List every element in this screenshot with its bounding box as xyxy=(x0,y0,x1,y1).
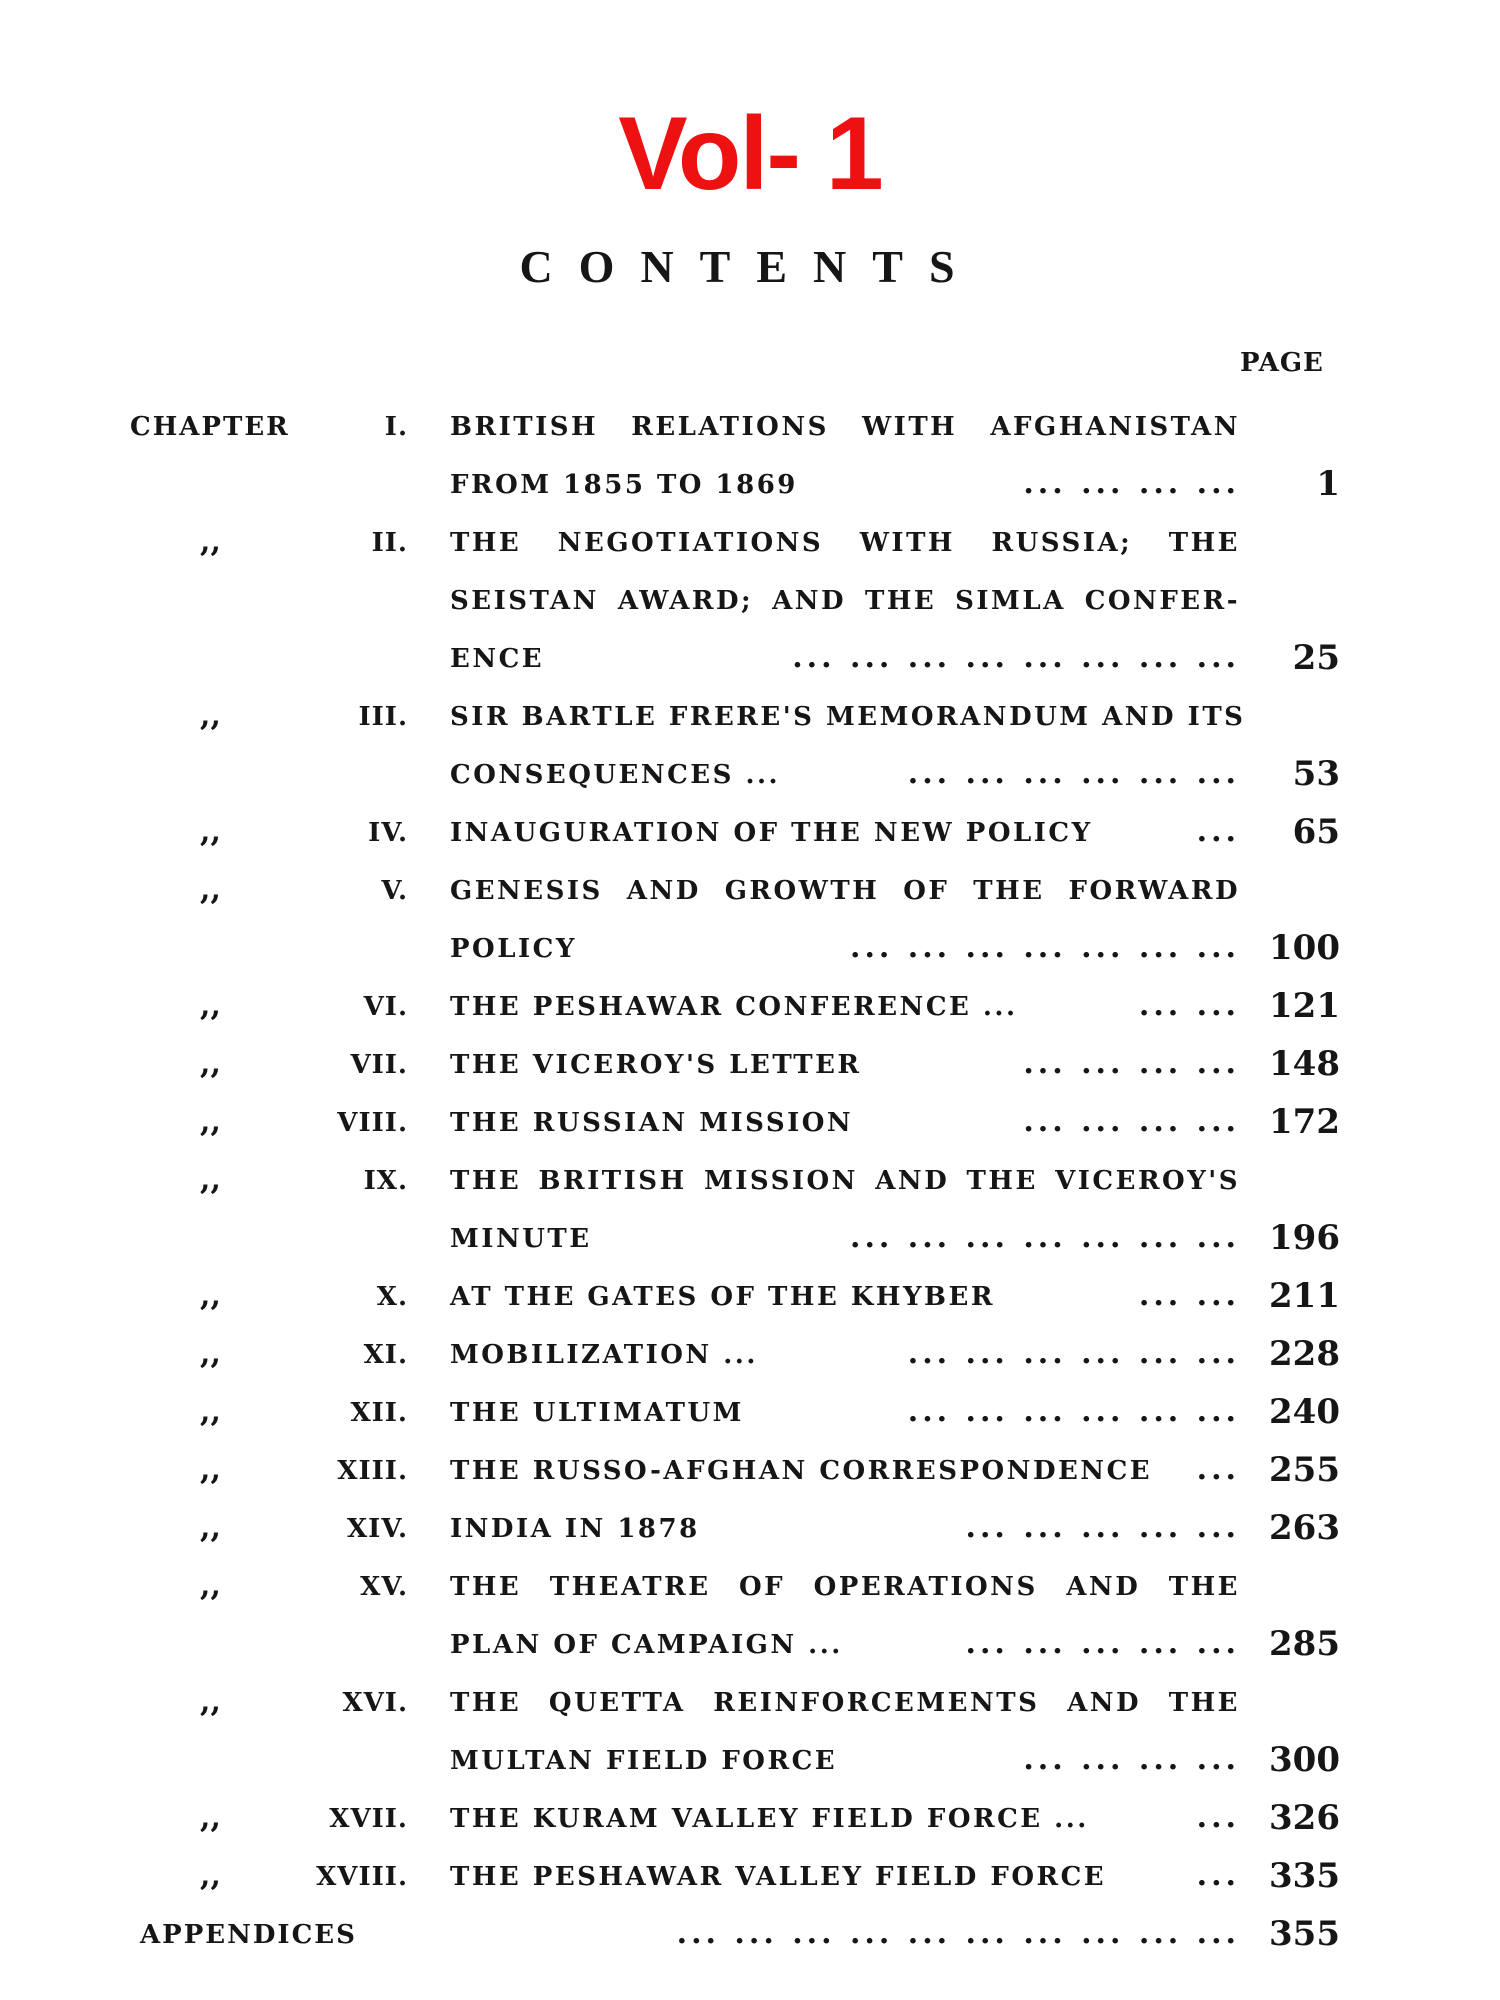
toc-entry xyxy=(0,1386,1500,1444)
page-number: 255 xyxy=(1269,1450,1340,1490)
chapter-number: I. xyxy=(384,412,408,442)
toc-entry xyxy=(0,1676,1500,1734)
leader-dots: ... xyxy=(1196,1452,1240,1487)
chapter-title-line: MOBILIZATION ... xyxy=(450,1340,758,1370)
toc-entry xyxy=(0,806,1500,864)
chapter-number: X. xyxy=(376,1282,408,1312)
chapter-number: XIV. xyxy=(346,1514,408,1544)
chapter-number: IV. xyxy=(368,818,408,848)
page-number: 285 xyxy=(1269,1624,1340,1664)
ditto-mark: ,, xyxy=(200,872,221,907)
page-number: 300 xyxy=(1269,1740,1340,1780)
leader-dots: ... ... ... ... ... ... xyxy=(907,756,1240,791)
page-column-header: PAGE xyxy=(1240,348,1324,378)
chapter-title-line: THE BRITISH MISSION AND THE VICEROY'S xyxy=(450,1166,1240,1196)
chapter-title-line: AT THE GATES OF THE KHYBER xyxy=(450,1282,995,1312)
ditto-mark: ,, xyxy=(200,1684,221,1719)
toc-entry xyxy=(0,690,1500,748)
chapter-title-line: POLICY xyxy=(450,934,577,964)
ditto-mark: ,, xyxy=(200,988,221,1023)
ditto-mark: ,, xyxy=(200,1800,221,1835)
chapter-title-line: THE RUSSIAN MISSION xyxy=(450,1108,854,1138)
page-number: 25 xyxy=(1292,638,1340,678)
chapter-title-line: THE RUSSO-AFGHAN CORRESPONDENCE xyxy=(450,1456,1153,1486)
chapter-number: III. xyxy=(358,702,408,732)
ditto-mark: ,, xyxy=(200,1336,221,1371)
toc-entry-continuation xyxy=(0,748,1500,806)
chapter-number: XVII. xyxy=(329,1804,408,1834)
ditto-mark: ,, xyxy=(200,1046,221,1081)
page-number: 196 xyxy=(1269,1218,1340,1258)
toc-entry-continuation xyxy=(0,1734,1500,1792)
chapter-number: II. xyxy=(371,528,408,558)
toc-entry xyxy=(0,1792,1500,1850)
chapter-title-line: MINUTE xyxy=(450,1224,592,1254)
page-number: 240 xyxy=(1269,1392,1340,1432)
toc-entry-continuation xyxy=(0,922,1500,980)
chapter-number: XII. xyxy=(350,1398,408,1428)
chapter-number: XVI. xyxy=(342,1688,408,1718)
chapter-title-line: INAUGURATION OF THE NEW POLICY xyxy=(450,818,1093,848)
chapter-number: XI. xyxy=(363,1340,408,1370)
leader-dots: ... xyxy=(1196,1800,1240,1835)
ditto-mark: ,, xyxy=(200,1104,221,1139)
toc-entry-continuation xyxy=(0,1618,1500,1676)
ditto-mark: ,, xyxy=(200,1162,221,1197)
leader-dots: ... ... ... ... xyxy=(1023,1046,1240,1081)
chapter-number: VI. xyxy=(363,992,408,1022)
leader-dots: ... ... ... ... xyxy=(1023,1104,1240,1139)
chapter-number: XIII. xyxy=(337,1456,408,1486)
chapter-number: XVIII. xyxy=(316,1862,408,1892)
toc-entry xyxy=(0,1502,1500,1560)
page-number: 100 xyxy=(1269,928,1340,968)
toc-entry xyxy=(0,980,1500,1038)
chapter-title-line: THE QUETTA REINFORCEMENTS AND THE xyxy=(450,1688,1240,1718)
chapter-number: VIII. xyxy=(337,1108,408,1138)
chapter-title-line: MULTAN FIELD FORCE xyxy=(450,1746,838,1776)
page-number: 121 xyxy=(1269,986,1340,1026)
chapter-title-line: CONSEQUENCES ... xyxy=(450,760,781,790)
leader-dots: ... ... ... ... xyxy=(1023,1742,1240,1777)
chapter-title-line: THE PESHAWAR CONFERENCE ... xyxy=(450,992,1018,1022)
page-number: 335 xyxy=(1269,1856,1340,1896)
page-number: 211 xyxy=(1269,1276,1340,1316)
chapter-title-line: FROM 1855 TO 1869 xyxy=(450,470,798,500)
ditto-mark: ,, xyxy=(200,1394,221,1429)
page-number: 228 xyxy=(1269,1334,1340,1374)
toc-entry xyxy=(0,1850,1500,1908)
chapter-title-line: SIR BARTLE FRERE'S MEMORANDUM AND ITS xyxy=(450,702,1246,732)
ditto-mark: ,, xyxy=(200,1858,221,1893)
appendices-label: APPENDICES xyxy=(140,1920,357,1950)
leader-dots: ... ... ... ... ... ... xyxy=(907,1336,1240,1371)
toc-entry xyxy=(0,1096,1500,1154)
leader-dots: ... ... ... ... ... ... ... xyxy=(850,930,1240,965)
leader-dots: ... ... ... ... ... ... ... xyxy=(850,1220,1240,1255)
leader-dots: ... ... ... ... ... ... xyxy=(907,1394,1240,1429)
chapter-number: XV. xyxy=(360,1572,408,1602)
page-number: 1 xyxy=(1316,464,1340,504)
toc-entry-continuation xyxy=(0,458,1500,516)
chapter-title-line: SEISTAN AWARD; AND THE SIMLA CONFER- xyxy=(450,586,1240,616)
chapter-title-line: THE VICEROY'S LETTER xyxy=(450,1050,862,1080)
leader-dots: ... xyxy=(1196,1858,1240,1893)
chapter-title-line: THE THEATRE OF OPERATIONS AND THE xyxy=(450,1572,1240,1602)
ditto-mark: ,, xyxy=(200,1568,221,1603)
page-number: 263 xyxy=(1269,1508,1340,1548)
toc-entry xyxy=(0,1444,1500,1502)
chapter-number: VII. xyxy=(350,1050,408,1080)
chapter-title-line: THE KURAM VALLEY FIELD FORCE ... xyxy=(450,1804,1089,1834)
leader-dots: ... ... ... ... xyxy=(1023,466,1240,501)
page-number: 172 xyxy=(1269,1102,1340,1142)
toc-entry xyxy=(0,1270,1500,1328)
toc-entry xyxy=(0,1328,1500,1386)
ditto-mark: ,, xyxy=(200,1452,221,1487)
chapter-number: V. xyxy=(381,876,408,906)
leader-dots: ... ... xyxy=(1138,1278,1240,1313)
chapter-number: IX. xyxy=(363,1166,408,1196)
toc-entry-continuation xyxy=(0,1212,1500,1270)
ditto-mark: ,, xyxy=(200,1278,221,1313)
chapter-title-line: GENESIS AND GROWTH OF THE FORWARD xyxy=(450,876,1240,906)
toc-entry-appendices xyxy=(0,1908,1500,1966)
toc-entry xyxy=(0,1560,1500,1618)
chapter-label: CHAPTER xyxy=(130,412,290,442)
ditto-mark: ,, xyxy=(200,524,221,559)
toc-entry xyxy=(0,1154,1500,1212)
volume-label: Vol- 1 xyxy=(618,96,882,212)
leader-dots: ... ... ... ... ... xyxy=(965,1510,1240,1545)
leader-dots: ... xyxy=(1196,814,1240,849)
ditto-mark: ,, xyxy=(200,698,221,733)
ditto-mark: ,, xyxy=(200,814,221,849)
leader-dots: ... ... ... ... ... ... ... ... xyxy=(792,640,1240,675)
toc-entry xyxy=(0,1038,1500,1096)
toc-entry xyxy=(0,864,1500,922)
chapter-title-line: BRITISH RELATIONS WITH AFGHANISTAN xyxy=(450,412,1240,442)
chapter-title-line: PLAN OF CAMPAIGN ... xyxy=(450,1630,843,1660)
page-number: 53 xyxy=(1292,754,1340,794)
chapter-title-line: THE PESHAWAR VALLEY FIELD FORCE xyxy=(450,1862,1107,1892)
toc-entry xyxy=(0,400,1500,458)
chapter-title-line: THE NEGOTIATIONS WITH RUSSIA; THE xyxy=(450,528,1240,558)
page-number: 326 xyxy=(1269,1798,1340,1838)
page-number: 355 xyxy=(1269,1914,1340,1954)
toc-entry-continuation xyxy=(0,632,1500,690)
contents-heading: CONTENTS xyxy=(519,241,981,292)
leader-dots: ... ... ... ... ... ... ... ... ... ... xyxy=(676,1916,1240,1951)
ditto-mark: ,, xyxy=(200,1510,221,1545)
page-number: 65 xyxy=(1292,812,1340,852)
leader-dots: ... ... ... ... ... xyxy=(965,1626,1240,1661)
toc-entry xyxy=(0,516,1500,574)
leader-dots: ... ... xyxy=(1138,988,1240,1023)
chapter-title-line: THE ULTIMATUM xyxy=(450,1398,744,1428)
page-number: 148 xyxy=(1269,1044,1340,1084)
chapter-title-line: INDIA IN 1878 xyxy=(450,1514,700,1544)
chapter-title-line: ENCE xyxy=(450,644,545,674)
toc-entry-continuation xyxy=(0,574,1500,632)
